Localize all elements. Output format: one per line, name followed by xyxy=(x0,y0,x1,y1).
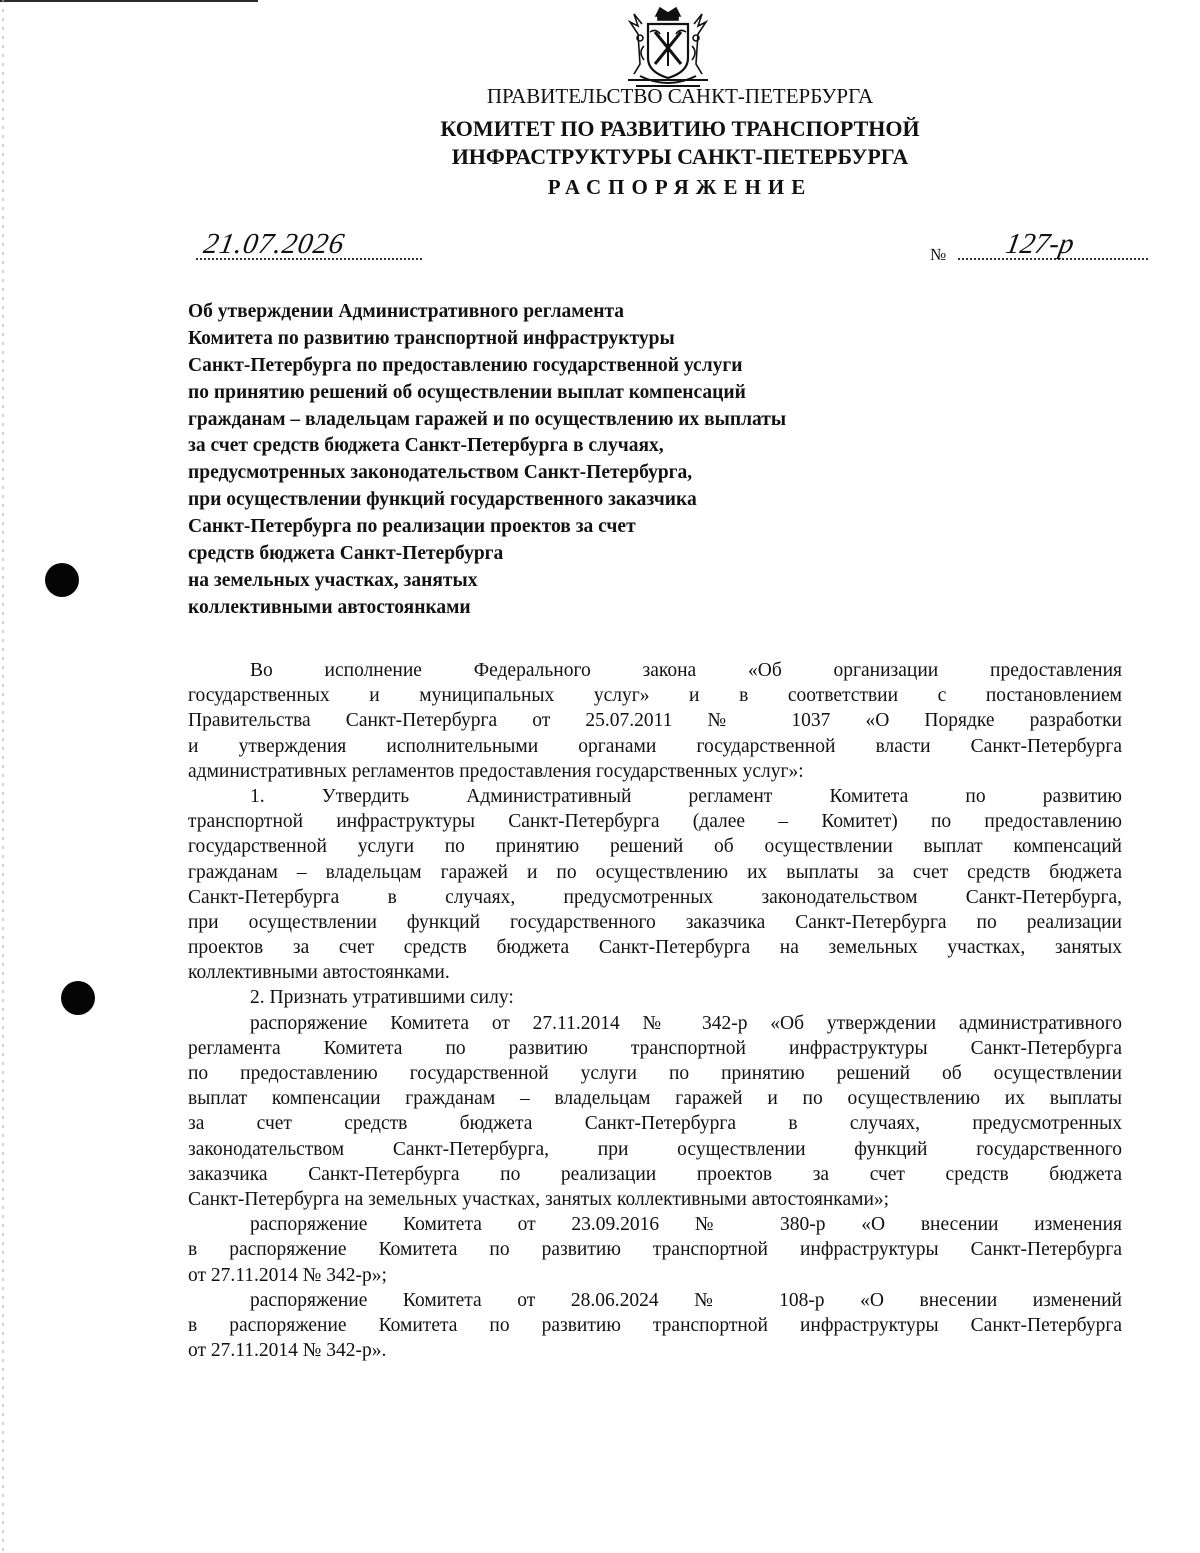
body-line: Санкт-Петербурга в случаях, предусмотренных законодательством Санкт-Петербурга, xyxy=(188,886,1122,908)
body-line: и утверждения исполнительными органами государственной власти Санкт-Петербурга xyxy=(188,735,1122,757)
scan-edge-line xyxy=(0,0,258,2)
subject-line: на земельных участках, занятых xyxy=(188,569,478,591)
body-line: распоряжение Комитета от 28.06.2024 № 108-р «О внесении изменений xyxy=(250,1289,1122,1311)
scan-edge-noise xyxy=(2,0,4,1553)
body-line: за счет средств бюджета Санкт-Петербурга в случаях, предусмотренных xyxy=(188,1113,1122,1135)
body-line: Во исполнение Федерального закона «Об организации предоставления xyxy=(250,660,1122,681)
body-line: Правительства Санкт-Петербурга от 25.07.2011 № 1037 «О Порядке разработки xyxy=(188,710,1122,732)
body-line: проектов за счет средств бюджета Санкт-Петербурга на земельных участках, занятых xyxy=(188,937,1122,959)
subject-line: коллективными автостоянками xyxy=(188,596,471,618)
subject-line: по принятию решений об осуществлении выплат компенсаций xyxy=(188,381,746,403)
body-line: в распоряжение Комитета по развитию транспортной инфраструктуры Санкт-Петербурга xyxy=(188,1239,1122,1261)
government-name: ПРАВИТЕЛЬСТВО САНКТ-ПЕТЕРБУРГА xyxy=(486,84,874,108)
body-line: государственной услуги по принятию решений об осуществлении выплат компенсаций xyxy=(188,836,1122,858)
body-line: Санкт-Петербурга на земельных участках, занятых коллективными автостоянками»; xyxy=(188,1188,890,1210)
body-line: административных регламентов предоставления государственных услуг»: xyxy=(188,760,804,782)
subject-line: Об утверждении Административного регламента xyxy=(188,301,625,322)
body-line: законодательством Санкт-Петербурга, при осуществлении функций государственного xyxy=(188,1138,1122,1160)
body-line: в распоряжение Комитета по развитию транспортной инфраструктуры Санкт-Петербурга xyxy=(188,1314,1122,1336)
body-line: коллективными автостоянками. xyxy=(188,962,450,984)
document-number: 127-р xyxy=(1003,228,1077,260)
body-line: 1. Утвердить Административный регламент Комитета по развитию xyxy=(250,785,1122,807)
punch-hole xyxy=(61,981,95,1015)
subject-line: гражданам – владельцам гаражей и по осуществлению их выплаты xyxy=(188,408,787,430)
document-type: РАСПОРЯЖЕНИЕ xyxy=(547,175,813,199)
body-line: выплат компенсации гражданам – владельцам гаражей и по осуществлению их выплаты xyxy=(188,1088,1122,1110)
subject-line: Санкт-Петербурга по предоставлению государственной услуги xyxy=(188,354,743,376)
body-line: транспортной инфраструктуры Санкт-Петербурга (далее – Комитет) по предоставлению xyxy=(188,811,1122,833)
subject-line: средств бюджета Санкт-Петербурга xyxy=(188,543,504,565)
body-line: заказчика Санкт-Петербурга по реализации проектов за счет средств бюджета xyxy=(188,1163,1122,1185)
body-line: распоряжение Комитета от 27.11.2014 № 342-р «Об утверждении административного xyxy=(250,1012,1122,1034)
subject-line: за счет средств бюджета Санкт-Петербурга в случаях, xyxy=(188,435,664,457)
punch-hole xyxy=(45,563,79,597)
document-subject xyxy=(188,299,786,622)
subject-line: Санкт-Петербурга по реализации проектов за счет xyxy=(188,516,636,538)
coat-of-arms-icon xyxy=(620,6,716,92)
document-date: 21.07.2026 xyxy=(201,228,348,260)
body-line: 2. Признать утратившими силу: xyxy=(250,987,514,1009)
number-label: № xyxy=(930,245,947,264)
subject-line: при осуществлении функций государственного заказчика xyxy=(188,489,697,511)
subject-line: Комитета по развитию транспортной инфраструктуры xyxy=(188,327,675,349)
body-line: регламента Комитета по развитию транспортной инфраструктуры Санкт-Петербурга xyxy=(188,1037,1122,1059)
body-line: государственных и муниципальных услуг» и в соответствии с постановлением xyxy=(188,685,1122,707)
body-line: при осуществлении функций государственного заказчика Санкт-Петербурга по реализации xyxy=(188,911,1122,933)
body-line: гражданам – владельцам гаражей и по осуществлению их выплаты за счет средств бюджета xyxy=(188,861,1122,883)
body-line: распоряжение Комитета от 23.09.2016 № 380-р «О внесении изменения xyxy=(250,1214,1122,1236)
body-line: от 27.11.2014 № 342-р»; xyxy=(188,1264,387,1286)
document-body xyxy=(188,658,1122,1363)
body-line: по предоставлению государственной услуги по принятию решений об осуществлении xyxy=(188,1063,1122,1084)
subject-line: предусмотренных законодательством Санкт-Петербурга, xyxy=(188,462,693,484)
body-line: от 27.11.2014 № 342-р». xyxy=(188,1340,387,1362)
committee-name-line-2: ИНФРАСТРУКТУРЫ САНКТ-ПЕТЕРБУРГА xyxy=(451,144,909,169)
committee-name-line-1: КОМИТЕТ ПО РАЗВИТИЮ ТРАНСПОРТНОЙ xyxy=(440,116,920,141)
